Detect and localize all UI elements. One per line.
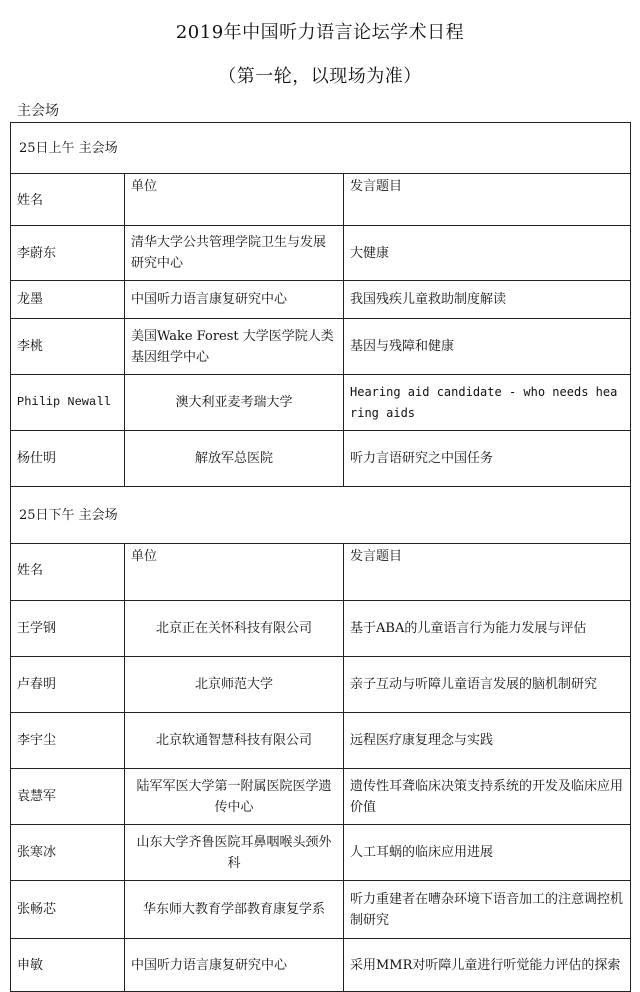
speech-topic: 基于ABA的儿童语言行为能力发展与评估	[344, 601, 631, 657]
session-header-row	[11, 123, 631, 174]
page-title: 2019年中国听力语言论坛学术日程	[175, 22, 465, 43]
speaker-name: 张畅芯	[11, 881, 125, 939]
speech-topic: 远程医疗康复理念与实践	[344, 713, 631, 769]
table-row	[11, 226, 631, 281]
table-row	[11, 825, 631, 881]
speech-topic: 采用MMR对听障儿童进行听觉能力评估的探索	[344, 939, 631, 992]
speech-topic: 听力重建者在嘈杂环境下语音加工的注意调控机制研究	[344, 881, 631, 939]
session-header-row	[11, 487, 631, 544]
column-header-row	[11, 174, 631, 226]
speaker-name: 李宇尘	[11, 713, 125, 769]
session-label: 25日上午 主会场	[11, 123, 631, 174]
speech-topic: 听力言语研究之中国任务	[344, 431, 631, 487]
schedule-table	[10, 122, 631, 992]
session-label: 25日下午 主会场	[11, 487, 631, 544]
speaker-unit: 清华大学公共管理学院卫生与发展研究中心	[125, 226, 344, 281]
speaker-name: 龙墨	[11, 281, 125, 319]
speaker-unit: 北京软通智慧科技有限公司	[125, 713, 344, 769]
speaker-unit: 中国听力语言康复研究中心	[125, 939, 344, 992]
speaker-unit: 北京正在关怀科技有限公司	[125, 601, 344, 657]
header-topic: 发言题目	[344, 174, 631, 226]
page-subtitle: （第一轮，以现场为准）	[218, 66, 422, 87]
speech-topic: 大健康	[344, 226, 631, 281]
speaker-name: 杨仕明	[11, 431, 125, 487]
header-name: 姓名	[11, 174, 125, 226]
header-unit: 单位	[125, 544, 344, 601]
speaker-name: 王学钢	[11, 601, 125, 657]
speaker-name: Philip Newall	[11, 375, 125, 431]
column-header-row	[11, 544, 631, 601]
speaker-unit: 解放军总医院	[125, 431, 344, 487]
speech-topic: 基因与残障和健康	[344, 319, 631, 375]
speaker-unit: 山东大学齐鲁医院耳鼻咽喉头颈外科	[125, 825, 344, 881]
speaker-name: 李蔚东	[11, 226, 125, 281]
speaker-unit: 华东师大教育学部教育康复学系	[125, 881, 344, 939]
speaker-name: 卢春明	[11, 657, 125, 713]
speech-topic: 我国残疾儿童救助制度解读	[344, 281, 631, 319]
header-unit: 单位	[125, 174, 344, 226]
table-row	[11, 431, 631, 487]
speaker-unit: 美国Wake Forest 大学医学院人类基因组学中心	[125, 319, 344, 375]
speech-topic: 亲子互动与听障儿童语言发展的脑机制研究	[344, 657, 631, 713]
table-row	[11, 881, 631, 939]
speech-topic: Hearing aid candidate - who needs hearing aids	[344, 375, 631, 431]
speech-topic: 人工耳蜗的临床应用进展	[344, 825, 631, 881]
speaker-name: 张寒冰	[11, 825, 125, 881]
speaker-unit: 北京师范大学	[125, 657, 344, 713]
speech-topic: 遗传性耳聋临床决策支持系统的开发及临床应用价值	[344, 769, 631, 825]
table-row	[11, 657, 631, 713]
speaker-name: 袁慧军	[11, 769, 125, 825]
table-row	[11, 769, 631, 825]
table-row	[11, 375, 631, 431]
header-name: 姓名	[11, 544, 125, 601]
table-row	[11, 601, 631, 657]
speaker-name: 李桃	[11, 319, 125, 375]
table-row	[11, 281, 631, 319]
speaker-unit: 澳大利亚麦考瑞大学	[125, 375, 344, 431]
table-row	[11, 713, 631, 769]
table-row	[11, 939, 631, 992]
header-topic: 发言题目	[344, 544, 631, 601]
table-row	[11, 319, 631, 375]
venue-label: 主会场	[17, 103, 59, 119]
speaker-unit: 陆军军医大学第一附属医院医学遗传中心	[125, 769, 344, 825]
speaker-unit: 中国听力语言康复研究中心	[125, 281, 344, 319]
speaker-name: 申敏	[11, 939, 125, 992]
